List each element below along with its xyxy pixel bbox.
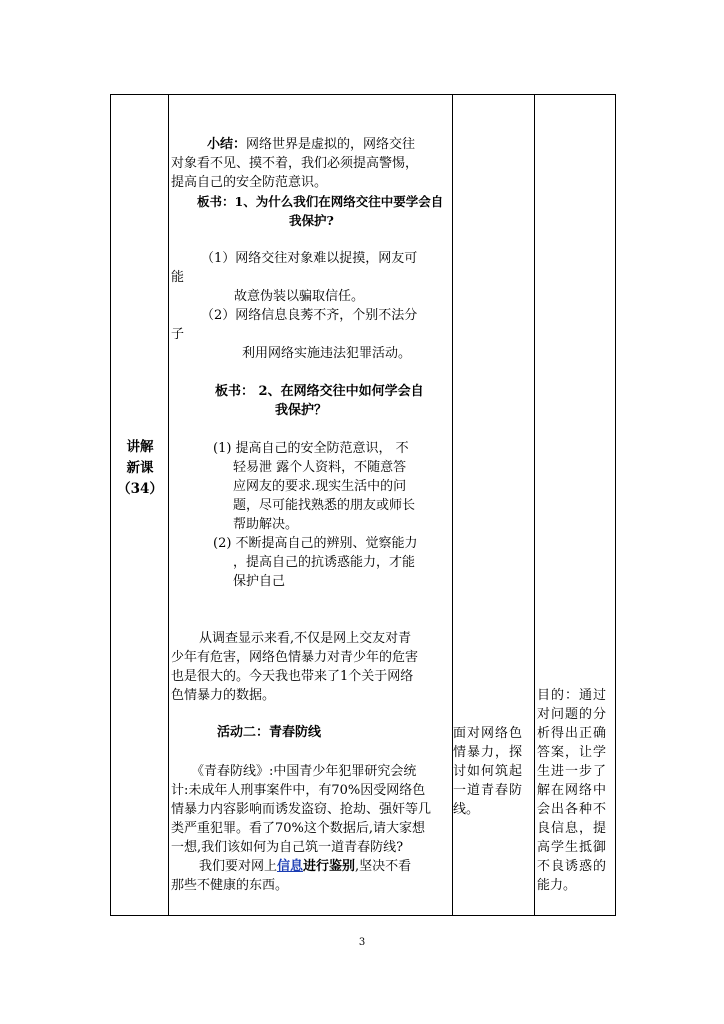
purpose-note: 生进一步了 bbox=[537, 764, 608, 779]
board-item: 子 bbox=[171, 327, 185, 342]
purpose-note: 不良诱惑的 bbox=[537, 859, 608, 874]
activity-note: 线。 bbox=[453, 802, 480, 817]
summary-text: 对象看不见、摸不着，我们必须提高警惕， bbox=[171, 156, 419, 171]
section-label-line: 新课 bbox=[126, 460, 154, 476]
point-text: 轻易泄 露个人资料，不随意答 bbox=[233, 460, 407, 475]
statistic-text: 《青春防线》:中国青少年犯罪研究会统 bbox=[191, 764, 417, 779]
activity-note: 讨如何筑起 bbox=[453, 764, 524, 779]
section-label-line: （34） bbox=[117, 481, 163, 497]
activity-title: 活动二：青春防线 bbox=[217, 725, 322, 740]
conclusion-text: 那些不健康的东西。 bbox=[171, 878, 289, 893]
summary-text: 网络世界是虚拟的，网络交往 bbox=[246, 137, 416, 152]
purpose-note: 目的：通过 bbox=[537, 688, 608, 703]
survey-text: 少年有危害，网络色情暴力对青少年的危害 bbox=[171, 650, 419, 665]
statistic-text: 一想,我们该如何为自己筑一道青春防线? bbox=[171, 840, 404, 855]
purpose-note: 对问题的分 bbox=[537, 707, 608, 722]
section-label bbox=[115, 437, 165, 500]
purpose-note: 解在网络中 bbox=[537, 783, 608, 798]
section-label-line: 讲解 bbox=[126, 439, 154, 455]
purpose-note: 高学生抵御 bbox=[537, 840, 608, 855]
point-text: ，提高自己的抗诱惑能力，才能 bbox=[233, 555, 416, 570]
statistic-text: 情暴力内容影响而诱发盗窃、抢劫、强奸等几 bbox=[171, 802, 432, 817]
board-item: 能 bbox=[171, 270, 185, 285]
survey-text: 也是很大的。今天我也带来了1个关于网络 bbox=[171, 669, 414, 684]
summary-label: 小结： bbox=[207, 137, 247, 152]
purpose-note: 良信息，提 bbox=[537, 821, 608, 836]
point-text: 帮助解决。 bbox=[233, 517, 299, 532]
board-heading: 我保护？ bbox=[275, 403, 328, 418]
activity-note: 面对网络色 bbox=[453, 726, 524, 741]
point-text: (1) 提高自己的安全防范意识， 不 bbox=[213, 441, 409, 456]
conclusion-text-part: ,坚决不看 bbox=[355, 859, 412, 874]
survey-text: 色情暴力的数据。 bbox=[171, 688, 276, 703]
conclusion-text bbox=[199, 858, 411, 876]
board-item: （1）网络交往对象难以捉摸，网友可 bbox=[201, 251, 418, 266]
section-column bbox=[111, 95, 169, 915]
conclusion-text-part: 我们要对网上 bbox=[199, 859, 278, 874]
board-item: 故意伪装以骗取信任。 bbox=[234, 289, 365, 304]
purpose-note: 能力。 bbox=[537, 878, 577, 893]
point-text: (2) 不断提高自己的辨别、觉察能力 bbox=[213, 536, 418, 551]
summary-text: 提高自己的安全防范意识。 bbox=[171, 175, 328, 190]
purpose-note: 会出各种不 bbox=[537, 802, 608, 817]
activity-note: 一道青春防 bbox=[453, 783, 524, 798]
board-heading: 板书： 2、在网络交往中如何学会自 bbox=[215, 384, 424, 399]
statistic-text: 计:未成年人刑事案件中，有70%因受网络色 bbox=[171, 783, 426, 798]
survey-text: 从调查显示来看,不仅是网上交友对青 bbox=[199, 631, 412, 646]
board-heading: 板书：1、为什么我们在网络交往中要学会自 bbox=[197, 194, 444, 209]
activity-note: 情暴力，探 bbox=[453, 745, 524, 760]
purpose-note: 析得出正确 bbox=[537, 726, 608, 741]
board-heading: 我保护? bbox=[289, 213, 334, 228]
purpose-column bbox=[535, 95, 617, 915]
page-number: 3 bbox=[358, 937, 366, 948]
content-column bbox=[169, 95, 453, 915]
info-link[interactable]: 信息 bbox=[277, 859, 304, 874]
lesson-table bbox=[110, 94, 616, 916]
purpose-note: 答案，让学 bbox=[537, 745, 608, 760]
conclusion-emphasis: 进行鉴别 bbox=[303, 859, 356, 874]
statistic-text: 类严重犯罪。看了70%这个数据后,请大家想 bbox=[171, 821, 426, 836]
point-text: 题，尽可能找熟悉的朋友或师长 bbox=[233, 498, 416, 513]
point-text: 应网友的要求.现实生活中的问 bbox=[233, 479, 407, 494]
board-item: 利用网络实施违法犯罪活动。 bbox=[242, 346, 412, 361]
board-item: （2）网络信息良莠不齐，个别不法分 bbox=[201, 308, 418, 323]
point-text: 保护自己 bbox=[233, 574, 286, 589]
activity-column bbox=[453, 95, 535, 915]
